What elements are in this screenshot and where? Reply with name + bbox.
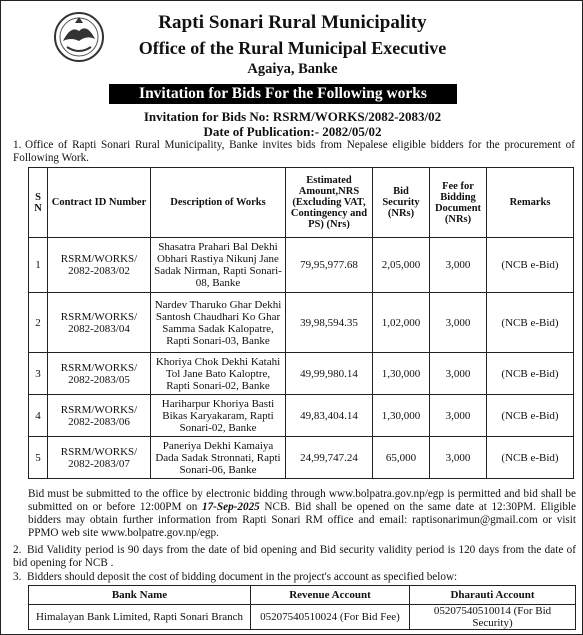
cell-contract: RSRM/WORKS/ 2082-2083/06 [48, 395, 151, 437]
cell-estimate: 24,99,747.24 [286, 437, 373, 479]
cell-fee: 3,000 [430, 238, 487, 293]
col-bank-name: Bank Name [29, 586, 251, 605]
cell-bank-name: Himalayan Bank Limited, Rapti Sonari Branch [29, 605, 251, 630]
cell-contract: RSRM/WORKS/ 2082-2083/04 [48, 293, 151, 353]
intro-text: Office of Rapti Sonari Rural Municipality, Banke invites bids from Nepalese eligible bidders for the procurement of Following Work. [13, 139, 575, 164]
ifb-number: Invitation for Bids No: RSRM/WORKS/2082-2083/02 [143, 109, 442, 124]
cell-sn: 3 [29, 353, 48, 395]
cell-estimate: 49,83,404.14 [286, 395, 373, 437]
cell-sn: 5 [29, 437, 48, 479]
cell-security: 1,30,000 [373, 353, 430, 395]
table-row [29, 395, 574, 437]
cell-description: Khoriya Chok Dekhi Katahi Tol Jane Bato Kaloptre, Rapti Sonari-02, Banke [151, 353, 286, 395]
cell-remarks: (NCB e-Bid) [487, 353, 574, 395]
col-estimate: Estimated Amount,NRS (Excluding VAT, Contingency and PS) (Nrs) [286, 168, 373, 238]
cell-security: 2,05,000 [373, 238, 430, 293]
municipality-title: Rapti Sonari Rural Municipality [158, 12, 427, 33]
deposit-paragraph [13, 571, 576, 584]
cell-estimate: 49,99,980.14 [286, 353, 373, 395]
bank-table [28, 585, 576, 630]
cell-sn: 2 [29, 293, 48, 353]
cell-contract: RSRM/WORKS/ 2082-2083/05 [48, 353, 151, 395]
cell-description: Hariharpur Khoriya Basti Bikas Karyakaram, Rapti Sonari-02, Banke [151, 395, 286, 437]
col-dharauti-account: Dharauti Account [410, 586, 576, 605]
table-row [29, 605, 576, 630]
col-revenue-account: Revenue Account [251, 586, 410, 605]
cell-estimate: 39,98,594.35 [286, 293, 373, 353]
cell-contract: RSRM/WORKS/ 2082-2083/07 [48, 437, 151, 479]
cell-remarks: (NCB e-Bid) [487, 293, 574, 353]
submission-deadline: 17-Sep-2025 [201, 501, 260, 513]
table-row [29, 437, 574, 479]
intro-paragraph [13, 139, 575, 165]
cell-fee: 3,000 [430, 395, 487, 437]
deposit-number: 3. [13, 571, 22, 583]
cell-remarks: (NCB e-Bid) [487, 238, 574, 293]
cell-security: 1,30,000 [373, 395, 430, 437]
table-row [29, 238, 574, 293]
submission-text-2: NCB. Bid shall be opened on the same date at 12:30PM. Eligible bidders may obtain further information from Rapti Sonari RM office and email: raptisonarimun@gmail.com or visit PPMO web site www.bolpatre.gov.np/egp. [28, 501, 576, 539]
cell-description: Shasatra Prahari Bal Dekhi Obhari Rastiya Nikunj Jane Sadak Nirman, Rapti Sonari-08, Banke [151, 238, 286, 293]
col-description: Description of Works [151, 168, 286, 238]
col-contract: Contract ID Number [48, 168, 151, 238]
cell-revenue-account: 05207540510024 (For Bid Fee) [251, 605, 410, 630]
cell-fee: 3,000 [430, 437, 487, 479]
cell-dharauti-account: 05207540510014 (For Bid Security) [410, 605, 576, 630]
invitation-banner: Invitation for Bids For the Following works [109, 84, 457, 104]
cell-fee: 3,000 [430, 353, 487, 395]
cell-contract: RSRM/WORKS/ 2082-2083/02 [48, 238, 151, 293]
validity-paragraph [13, 544, 576, 570]
works-table-header [29, 168, 574, 238]
works-table [28, 167, 574, 479]
cell-description: Nardev Tharuko Ghar Dekhi Santosh Chaudhari Ko Ghar Samma Sadak Kalopatre, Rapti Sonari-03, Banke [151, 293, 286, 353]
col-fee: Fee for Bidding Document (NRs) [430, 168, 487, 238]
col-security: Bid Security (NRs) [373, 168, 430, 238]
intro-number: 1. [13, 139, 22, 151]
cell-remarks: (NCB e-Bid) [487, 437, 574, 479]
cell-sn: 4 [29, 395, 48, 437]
cell-security: 1,02,000 [373, 293, 430, 353]
submission-paragraph [28, 488, 576, 540]
table-row [29, 293, 574, 353]
col-remarks: Remarks [487, 168, 574, 238]
validity-number: 2. [13, 544, 22, 556]
office-title: Office of the Rural Municipal Executive [138, 38, 447, 58]
validity-text: Bid Validity period is 90 days from the date of bid opening and Bid security validity period is 120 days from the date of bid opening for NCB . [13, 544, 576, 569]
cell-fee: 3,000 [430, 293, 487, 353]
cell-remarks: (NCB e-Bid) [487, 395, 574, 437]
cell-security: 65,000 [373, 437, 430, 479]
cell-estimate: 79,95,977.68 [286, 238, 373, 293]
deposit-text: Bidders should deposit the cost of bidding document in the project's account as specified below: [27, 571, 458, 583]
publication-date: Date of Publication:- 2082/05/02 [203, 124, 382, 139]
cell-sn: 1 [29, 238, 48, 293]
submission-text-1: Bid must be submitted to the office by electronic bidding through www.bolpatra.gov.np/egp is permitted and bid shall be submitted on or before 12:00PM on [28, 488, 576, 513]
cell-description: Paneriya Dekhi Kamaiya Dada Sadak Stronnati, Rapti Sonari-06, Banke [151, 437, 286, 479]
col-sn: S N [29, 168, 48, 238]
bank-table-header [29, 586, 576, 605]
office-location: Agaiya, Banke [247, 61, 338, 77]
table-row [29, 353, 574, 395]
